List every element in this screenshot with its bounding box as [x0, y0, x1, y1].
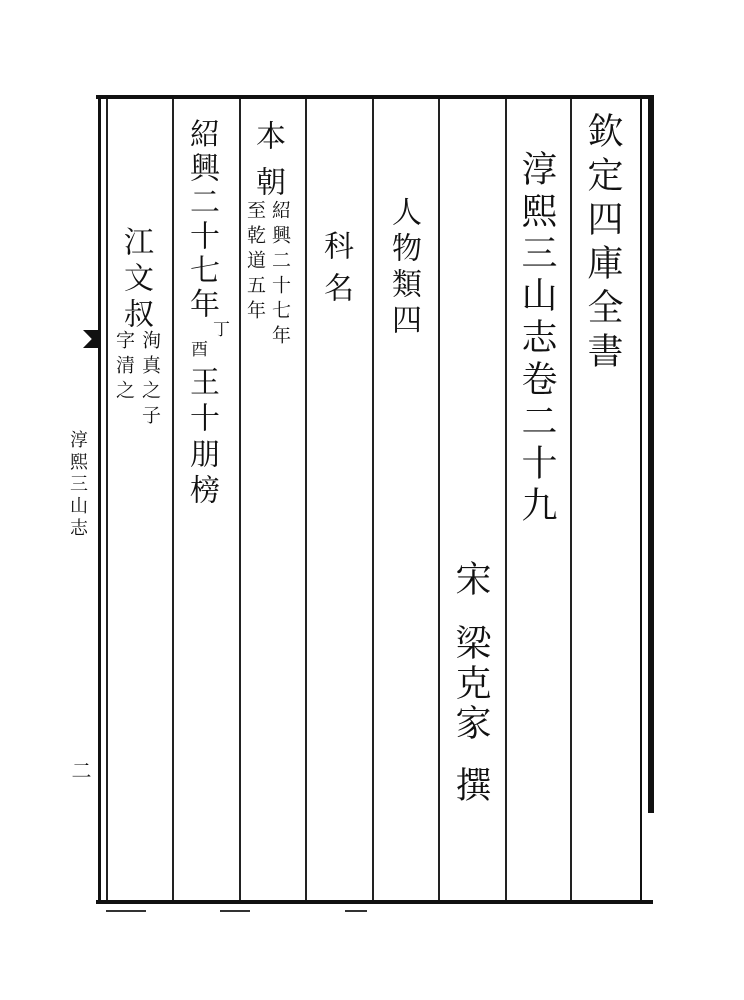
column-rule: [570, 99, 572, 900]
author-name: 梁克家: [450, 624, 491, 744]
column-rule: [505, 99, 507, 900]
volume-title: 淳熙三山志卷二十九: [516, 150, 557, 528]
column-rule: [372, 99, 374, 900]
frame-right-inner-rule: [640, 95, 642, 904]
period-end: 至乾道五年: [244, 200, 266, 325]
column-rule: [438, 99, 440, 900]
subcategory-heading: 科名: [318, 230, 353, 314]
exam-list-name: 王十朋榜: [184, 366, 219, 510]
frame-right-rule: [648, 95, 654, 813]
series-title: 欽定四庫全書: [582, 112, 623, 376]
exam-ganzhi-upper: 丁: [209, 320, 229, 342]
category-heading: 人物類四: [386, 196, 421, 340]
candidate-note: 洵真之子: [139, 330, 161, 430]
column-rule: [172, 99, 174, 900]
frame-left-rule: [98, 95, 101, 904]
column-rule: [305, 99, 307, 900]
candidate-courtesy-name: 字清之: [113, 330, 135, 405]
column-rule: [239, 99, 241, 900]
column-rule: [106, 99, 108, 900]
margin-short-title: 淳熙三山志: [67, 430, 88, 540]
dynasty-heading: 本朝: [250, 120, 285, 212]
exam-ganzhi-lower: 酉: [187, 340, 207, 362]
period-start: 紹興二十七年: [269, 200, 291, 350]
frame-bottom-rule: [96, 900, 653, 904]
print-mark: [345, 910, 367, 912]
author-dynasty: 宋: [450, 560, 491, 604]
candidate-name: 江文叔: [118, 226, 153, 334]
author-credit: 撰: [450, 766, 491, 810]
exam-year: 紹興二十七年: [184, 118, 219, 322]
margin-page-number: 二: [68, 760, 92, 780]
print-mark: [106, 910, 146, 912]
print-mark: [220, 910, 250, 912]
